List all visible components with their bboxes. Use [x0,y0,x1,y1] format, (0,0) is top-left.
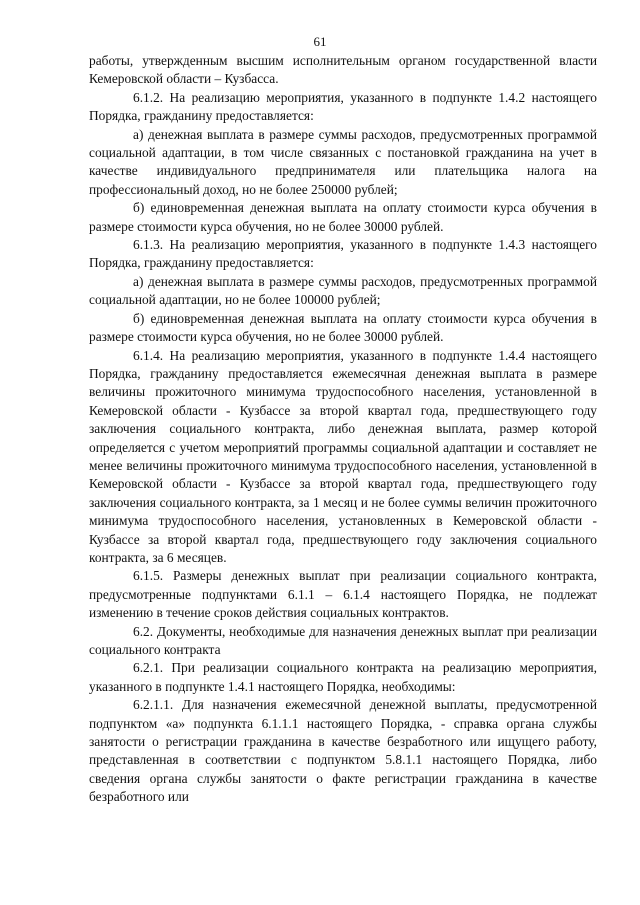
paragraph-6-1-3: 6.1.3. На реализацию мероприятия, указанного в подпункте 1.4.3 настоящего Порядка, гражданину предоставляется: [89,237,597,271]
paragraph-6-1-3-a: а) денежная выплата в размере суммы расходов, предусмотренных программой социальной адаптации, но не более 100000 рублей; [89,273,597,308]
paragraph-6-1-2-b: б) единовременная денежная выплата на оплату стоимости курса обучения в размере стоимости курса обучения, но не более 30000 рублей. [89,200,597,234]
paragraph-6-1-3-b: б) единовременная денежная выплата на оплату стоимости курса обучения в размере стоимости курса обучения, но не более 30000 рублей. [89,310,597,345]
paragraph-6-2: 6.2. Документы, необходимые для назначения денежных выплат при реализации социального контракта [89,623,597,657]
paragraph-continuation: работы, утвержденным высшим исполнительным органом государственной власти Кемеровской области – Кузбасса. [89,53,597,87]
paragraph-6-1-5: 6.1.5. Размеры денежных выплат при реализации социального контракта, предусмотренные подпунктами 6.1.1 – 6.1.4 настоящего Порядка, не подлежат изменению в течение сроков действия социальных контрактов. [89,568,597,621]
paragraph-6-2-1: 6.2.1. При реализации социального контракта на реализацию мероприятия, указанного в подпункте 1.4.1 настоящего Порядка, необходимы: [89,660,597,694]
paragraph-6-1-4: 6.1.4. На реализацию мероприятия, указанного в подпункте 1.4.4 настоящего Порядка, гражданину предоставляется ежемесячная денежная выплата в размере величины прожиточного минимума трудоспособного населения, установленной в Кемеровской области - Кузбассе за второй квартал года, предшествующего году заключения социального контракта, либо денежная выплата, размер которой определяется с учетом мероприятий программы социальной адаптации и составляет не менее величины прожиточного минимума трудоспособного населения, установленной в Кемеровской области - Кузбассе за второй квартал года, предшествующего году заключения социального контракта, за 1 месяц и не более суммы величин прожиточного минимума трудоспособного населения, установленных в Кемеровской области - Кузбассе за второй квартал года, предшествующего году заключения социального контракта, за 6 месяцев. [89,347,597,565]
paragraph-6-1-2-a: а) денежная выплата в размере суммы расходов, предусмотренных программой социальной адаптации, в том числе связанных с постановкой гражданина на учет в качестве индивидуального предпринимателя или плательщика налога на профессиональный доход, но не более 250000 рублей; [89,126,597,197]
paragraph-6-1-2: 6.1.2. На реализацию мероприятия, указанного в подпункте 1.4.2 настоящего Порядка, гражданину предоставляется: [89,89,597,124]
page-number: 61 [313,34,327,49]
document-body [89,52,597,807]
paragraph-6-2-1-1: 6.2.1.1. Для назначения ежемесячной денежной выплаты, предусмотренной подпунктом «а» подпункта 6.1.1.1 настоящего Порядка, - справка органа службы занятости о регистрации гражданина в качестве безработного или ищущего работу, представленная в соответствии с подпунктом 5.8.1.1 настоящего Порядка, либо сведения органа службы занятости о факте регистрации гражданина в качестве безработного или [89,697,597,805]
